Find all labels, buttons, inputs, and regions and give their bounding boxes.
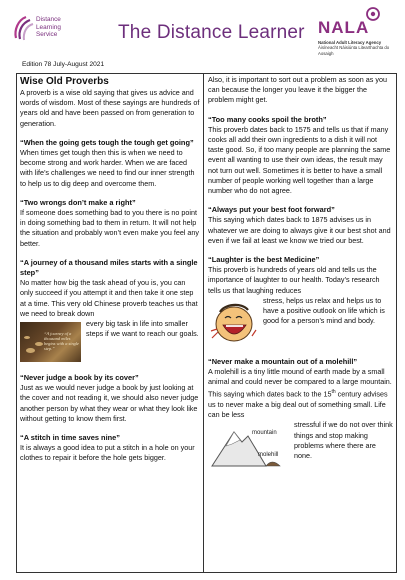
nala-subtitle-english: National Adult Literacy Agency (318, 40, 382, 45)
dls-logo-line: Service (36, 31, 58, 39)
laughing-face-image (208, 298, 258, 346)
proverb-body: When times get tough then this is when we need to become strong and work harder. When we are faced with life’s challenges we need to find our inner strength to help us to dig deep and overcome them. (20, 148, 195, 188)
proverb-title: “A stitch in time saves nine” (20, 433, 120, 443)
proverb-body: Just as we would never judge a book by just looking at the cover and not reading it, we should also never judge another person by what they wear or what they look like without getting to know them first. (20, 383, 199, 423)
left-column (20, 75, 200, 464)
proverb-title: “Laughter is the best Medicine” (208, 255, 320, 265)
proverb-title: “When the going gets tough the tough get going” (20, 137, 194, 147)
continued-text: Also, it is important to sort out a problem as soon as you can because the longer you leave it the bigger the problem might get. (208, 75, 387, 105)
proverb-body-part: century advises us to never make a big deal out of something small. Life can be less (208, 389, 388, 420)
article-heading: Wise Old Proverbs (20, 76, 109, 87)
proverb-body: This saying which dates back to 1875 advises us in whatever we are doing to always give it our best shot and even if we fail at least we know we tried our best. (208, 215, 391, 245)
proverb-body: This proverb dates back to 1575 and tells us that if many cooks all add their own ingredients to a dish it will not taste good. So, if too many people are planning the same event all wanting to use their own ideas, the result may not turn out well. Sometimes it is better to have a small number of people working well together than a large number who do not agree. (208, 124, 391, 196)
article-intro: A proverb is a wise old saying that gives us advice and words of wisdom. Most of these sayings are hundreds of years old and have been passed on from generation to generation. (20, 88, 200, 128)
proverb-title: “Always put your best foot forward” (208, 205, 335, 215)
proverb-body: If someone does something bad to you there is no point in doing something bad to them in return. It will not help the situation and probably won’t even make you feel any better. (20, 208, 200, 248)
mountain-molehill-image (208, 422, 288, 468)
distance-learning-service-logo (12, 12, 92, 52)
nala-subtitle-irish: Áisíneacht Náisiúnta Litearthachta do Aosaigh (318, 45, 390, 56)
newsletter-title: The Distance Learner (118, 22, 305, 43)
proverb-body: No matter how big the task ahead of you is, you can only succeed if you attempt it and then take it one step at a time. This very old Chinese proverb teaches us that we need to break down (20, 278, 198, 318)
nala-subtitle (318, 40, 400, 56)
proverb-body: It is always a good idea to put a stitch in a hole on your clothes to repair it before the hole gets bigger. (20, 443, 195, 463)
stepping-stones-image (20, 322, 81, 362)
column-divider (203, 73, 204, 573)
proverb-title: “Two wrongs don’t make a right” (20, 197, 136, 207)
nala-wordmark: NALA (318, 18, 370, 37)
right-column (208, 75, 394, 468)
proverb-title: “Too many cooks spoil the broth” (208, 114, 327, 124)
proverb-body (208, 367, 394, 420)
molehill-label: molehill (258, 452, 279, 459)
proverb-body-part: A molehill is a tiny little mound of earth made by a small animal and could never be compared to a large mountain. This saying which dates back to the 15 (208, 367, 392, 399)
proverb-body-continued: stress, helps us relax and helps us to have a positive outlook on life which is good for a person’s mind and body. (263, 295, 385, 326)
proverb-body-continued: every big task in life into smaller steps if we want to reach our goals. (86, 319, 199, 339)
nala-logo (318, 6, 398, 56)
dls-logo-line: Learning (36, 23, 61, 31)
superscript: th (331, 389, 336, 396)
dls-logo-text (36, 16, 61, 39)
newsletter-header (0, 0, 405, 62)
mountain-label: mountain (252, 430, 277, 437)
proverb-body: This proverb is hundreds of years old and tells us the importance of laughter to our health. Today’s research tells us that laughing reduces (208, 265, 380, 295)
proverb-title: “A journey of a thousand miles starts with a single step” (20, 257, 198, 278)
proverb-title: “Never make a mountain out of a molehill” (208, 356, 358, 366)
proverb-title: “Never judge a book by its cover” (20, 373, 139, 383)
dls-logo-line: Distance (36, 16, 61, 23)
edition-label: Edition 78 July-August 2021 (22, 61, 105, 68)
image-caption: “A journey of a thousand miles begins with a single step.” (44, 331, 80, 352)
proverb-body-continued: stressful if we do not over think things and stop making problems where there are none. (294, 420, 393, 461)
swirl-logo-icon (12, 14, 34, 42)
